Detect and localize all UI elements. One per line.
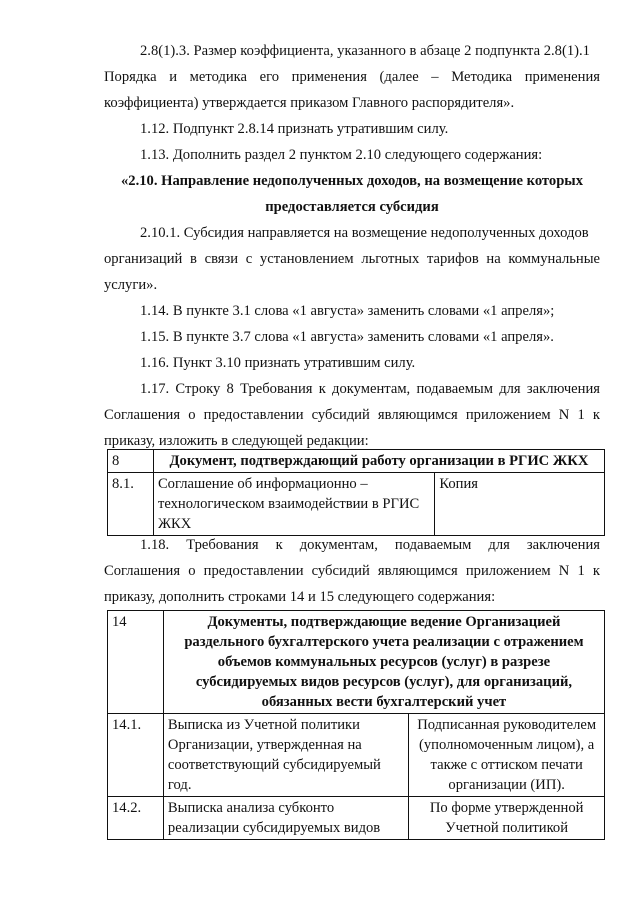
text-line: 1.18. Требования к документам, подаваемым для заключения — [140, 537, 600, 553]
table-row-8 — [107, 449, 605, 536]
document-form: Копия — [435, 473, 605, 536]
paragraph-1-14 — [104, 298, 600, 324]
table-row — [108, 473, 605, 536]
heading-line: предоставляется субсидия — [265, 199, 439, 215]
paragraph-1-15 — [104, 324, 600, 350]
paragraph-1-18 — [104, 532, 600, 610]
text-line: 2.10.1. Субсидия направляется на возмещение недополученных доходов — [140, 225, 589, 241]
cell-line: также с оттиском печати — [430, 757, 583, 773]
cell-line: Организации, утвержденная на — [167, 737, 362, 753]
text-line: 1.17. Строку 8 Требования к документам, подаваемым для заключения — [140, 381, 600, 397]
cell-line: (уполномоченным лицом), а — [419, 737, 595, 753]
cell-line: Подписанная руководителем — [417, 717, 597, 733]
paragraph-1-13 — [104, 142, 600, 168]
text-line: коэффициента) утверждается приказом Главного распорядителя». — [104, 95, 515, 111]
table-row — [108, 797, 605, 840]
text-line: 1.13. Дополнить раздел 2 пунктом 2.10 следующего содержания: — [140, 147, 543, 163]
paragraph-1-12 — [104, 116, 600, 142]
text-line: приказу, дополнить строками 14 и 15 следующего содержания: — [104, 589, 496, 605]
document-name — [163, 797, 408, 840]
text-line: 1.16. Пункт 3.10 признать утратившим силу. — [140, 355, 416, 371]
cell-line: ЖКХ — [157, 516, 192, 532]
text-line: приказу, изложить в следующей редакции: — [104, 433, 369, 449]
cell-line: Выписка анализа субконто — [167, 800, 335, 816]
text-line: Порядка и методика его применения (далее – Методика применения — [104, 69, 600, 85]
text-line: 1.12. Подпункт 2.8.14 признать утратившим силу. — [140, 121, 449, 137]
text-line: услуги». — [104, 277, 158, 293]
document-form — [409, 714, 605, 797]
text-line: 2.8(1).3. Размер коэффициента, указанного в абзаце 2 подпункта 2.8(1).1 — [140, 43, 590, 59]
table-row — [108, 714, 605, 797]
cell-line: Учетной политикой — [445, 820, 569, 836]
paragraph-2-8-1-3 — [104, 38, 600, 116]
text-line: организаций в связи с установлением льготных тарифов на коммунальные — [104, 251, 600, 267]
cell-line: обязанных вести бухгалтерский учет — [261, 694, 507, 710]
row-number: 14.2. — [108, 797, 164, 840]
row-number: 8.1. — [108, 473, 154, 536]
row-number: 8 — [108, 450, 154, 473]
table-rows-14-15 — [107, 610, 605, 840]
paragraph-1-17 — [104, 376, 600, 454]
document-name — [163, 714, 408, 797]
cell-line: раздельного бухгалтерского учета реализации с отражением — [184, 634, 584, 650]
cell-line: субсидируемых видов ресурсов (услуг), для организаций, — [195, 674, 573, 690]
text-line: Соглашения о предоставлении субсидий являющимся приложением N 1 к — [104, 407, 600, 423]
cell-line: реализации субсидируемых видов — [167, 820, 381, 836]
document-form — [409, 797, 605, 840]
row-number: 14.1. — [108, 714, 164, 797]
table-row — [108, 450, 605, 473]
heading-2-10 — [104, 168, 600, 220]
cell-line: Выписка из Учетной политики — [167, 717, 360, 733]
cell-line: год. — [167, 777, 192, 793]
text-line: 1.15. В пункте 3.7 слова «1 августа» заменить словами «1 апреля». — [140, 329, 554, 345]
text-line: 1.14. В пункте 3.1 слова «1 августа» заменить словами «1 апреля»; — [140, 303, 555, 319]
cell-line: объемов коммунальных ресурсов (услуг) в разрезе — [217, 654, 551, 670]
paragraph-2-10-1 — [104, 220, 600, 298]
cell-line: Документы, подтверждающие ведение Организацией — [207, 614, 561, 630]
document-name — [153, 473, 434, 536]
paragraph-1-16 — [104, 350, 600, 376]
cell-line: соответствующий субсидируемый — [167, 757, 381, 773]
row-title: Документ, подтверждающий работу организации в РГИС ЖКХ — [153, 450, 604, 473]
row-number: 14 — [108, 611, 164, 714]
heading-line: «2.10. Направление недополученных доходов, на возмещение которых — [120, 173, 584, 189]
cell-line: организации (ИП). — [448, 777, 565, 793]
cell-line: По форме утвержденной — [429, 800, 584, 816]
text-line: Соглашения о предоставлении субсидий являющимся приложением N 1 к — [104, 563, 600, 579]
table-row — [108, 611, 605, 714]
cell-line: технологическом взаимодействии в РГИС — [157, 496, 420, 512]
row-title — [163, 611, 604, 714]
cell-line: Соглашение об информационно – — [157, 476, 368, 492]
